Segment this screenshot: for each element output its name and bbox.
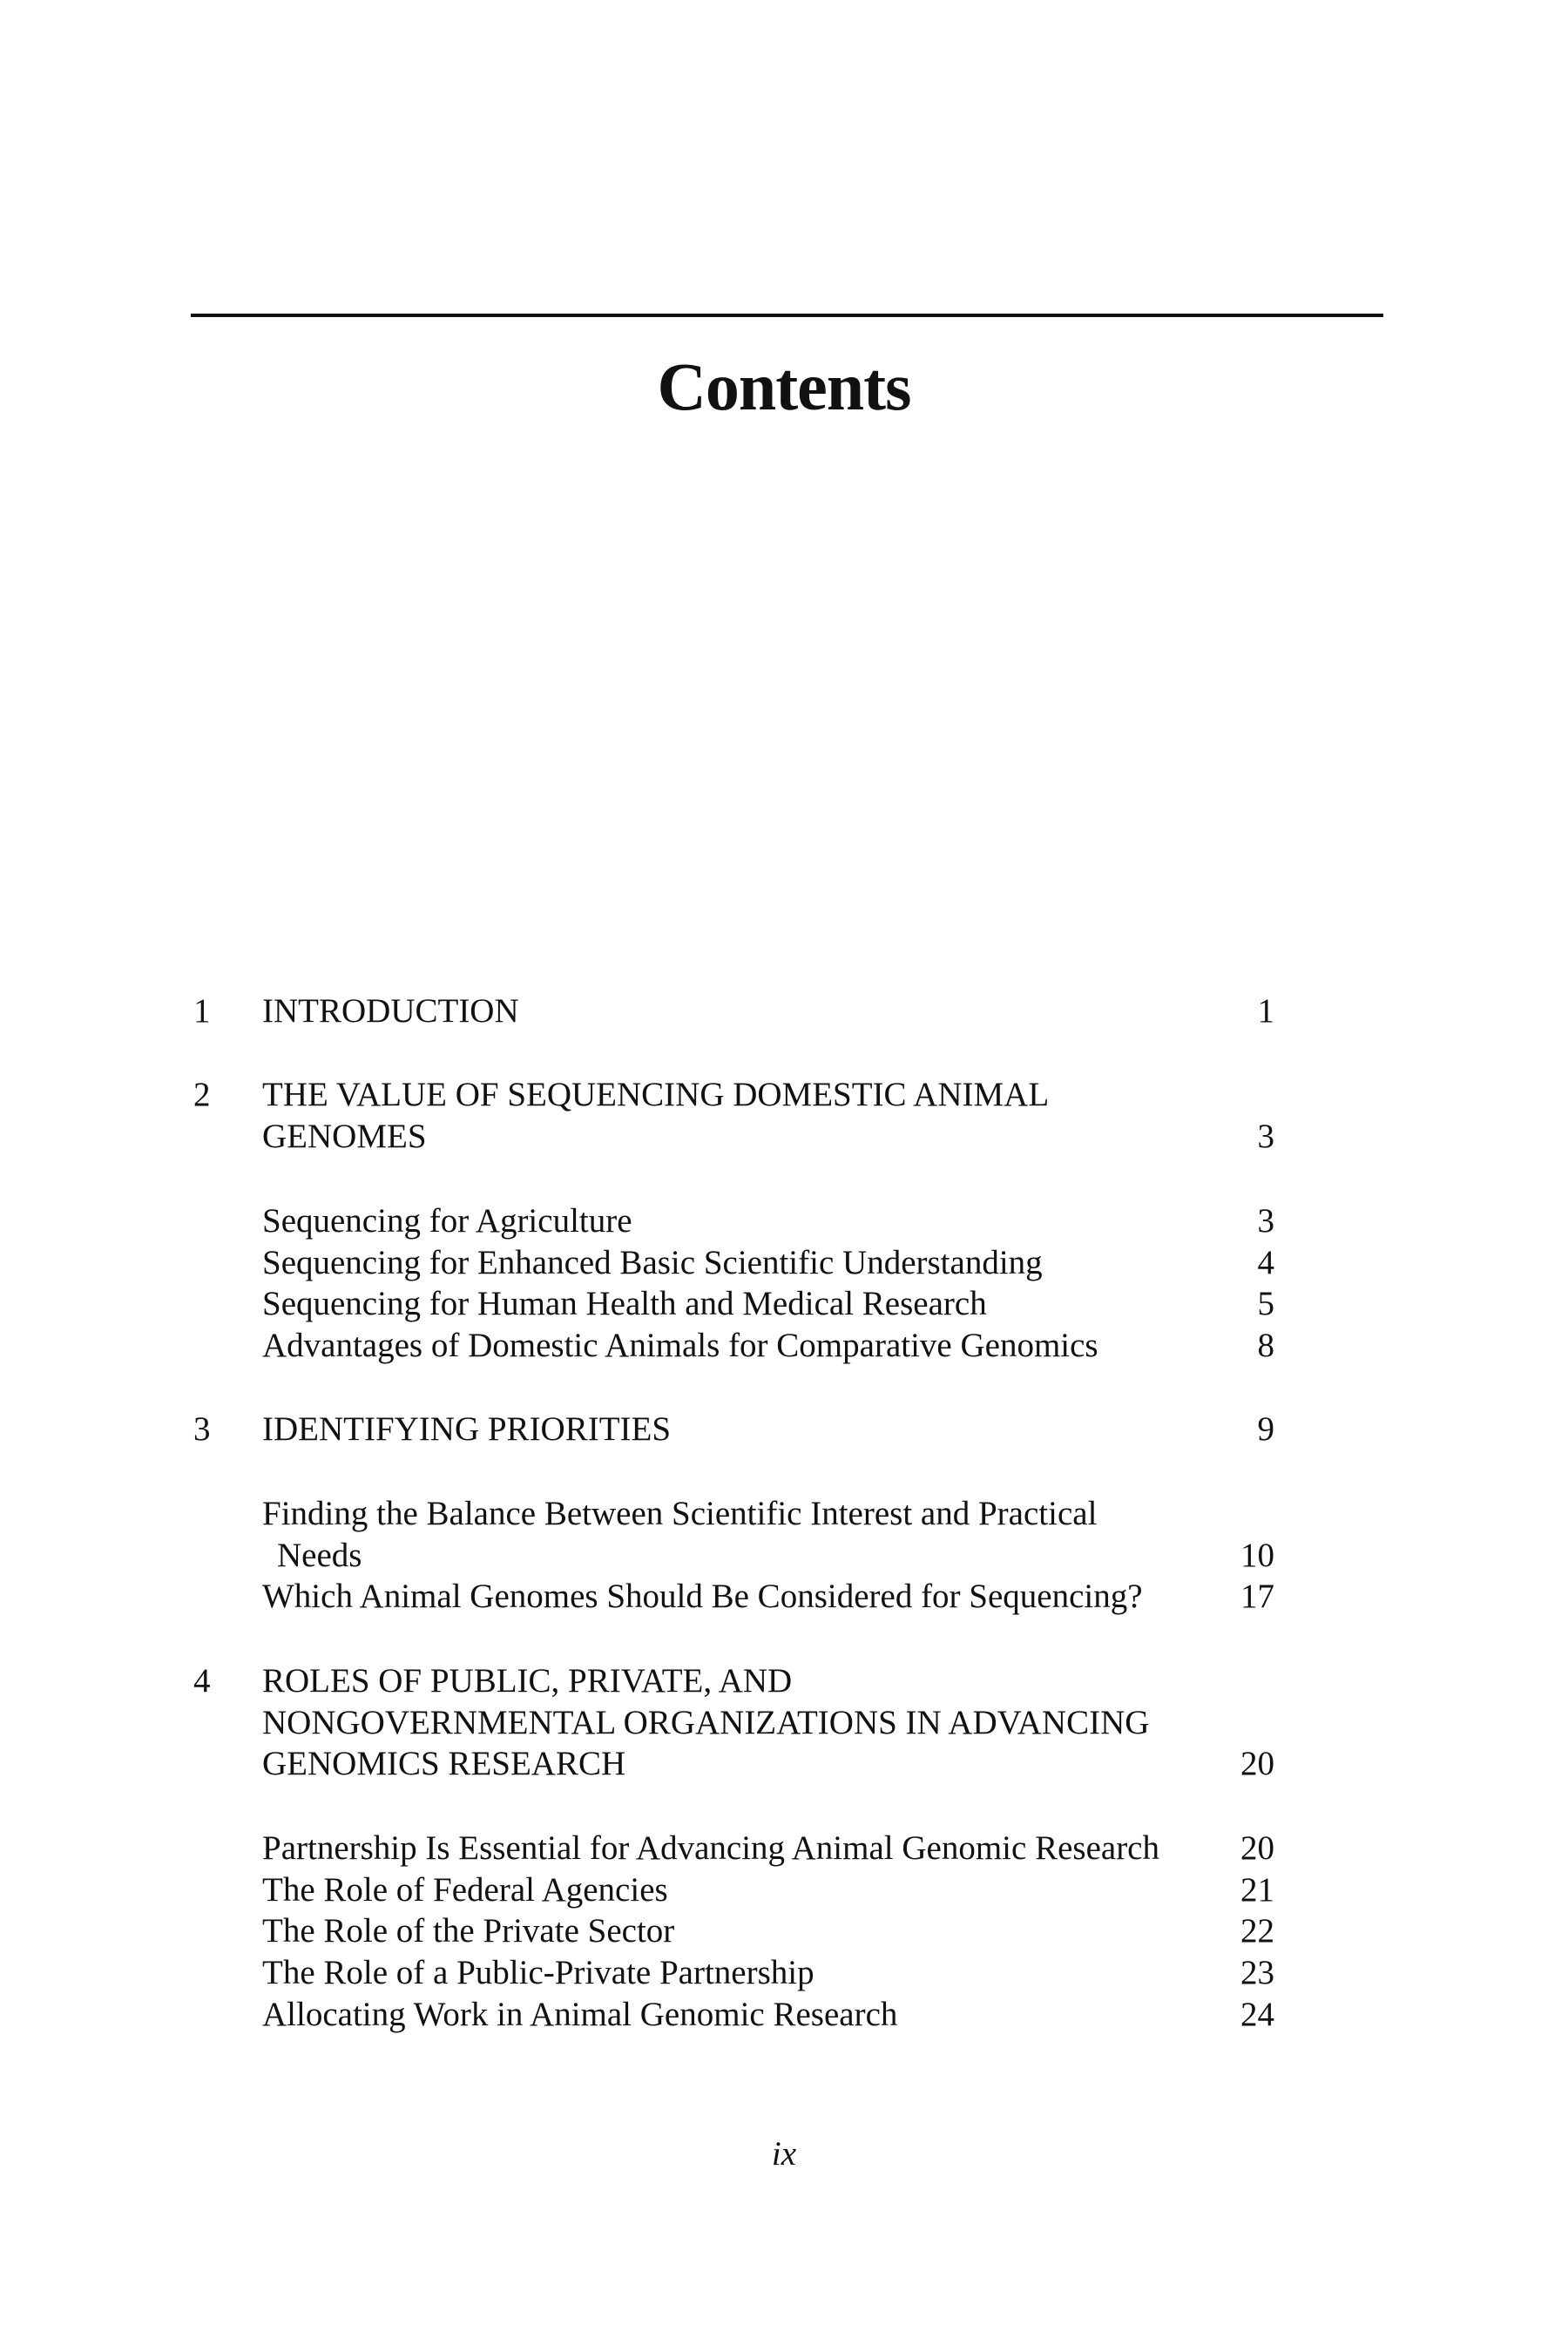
section-title: Sequencing for Agriculture — [262, 1202, 632, 1240]
page-number: 21 — [1240, 1871, 1274, 1909]
toc-section-cont[interactable] — [0, 1534, 1568, 1578]
toc-chapter-1[interactable] — [0, 990, 1568, 1033]
page-number: 8 — [1257, 1327, 1274, 1364]
toc-section[interactable] — [0, 1909, 1568, 1953]
toc-section[interactable] — [0, 1951, 1568, 1995]
section-title: Sequencing for Human Health and Medical Research — [262, 1285, 987, 1322]
page-number: 10 — [1240, 1537, 1274, 1574]
section-title: Advantages of Domestic Animals for Comparative Genomics — [262, 1327, 1098, 1364]
chapter-title: IDENTIFYING PRIORITIES — [262, 1410, 672, 1448]
toc-section[interactable] — [0, 1282, 1568, 1326]
page-number: 4 — [1257, 1244, 1274, 1281]
section-title: Partnership Is Essential for Advancing Animal Genomic Research — [262, 1829, 1159, 1867]
toc-section[interactable] — [0, 1324, 1568, 1368]
page-number: 23 — [1240, 1954, 1274, 1991]
page-number: 3 — [1257, 1118, 1274, 1155]
toc-section[interactable] — [0, 1492, 1568, 1536]
page-number: 9 — [1257, 1410, 1274, 1448]
page-number: 3 — [1257, 1202, 1274, 1240]
toc-section[interactable] — [0, 1200, 1568, 1243]
toc-section[interactable] — [0, 1827, 1568, 1870]
chapter-title: ROLES OF PUBLIC, PRIVATE, AND — [262, 1662, 793, 1700]
page-number: 24 — [1240, 1996, 1274, 2033]
section-title: The Role of a Public-Private Partnership — [262, 1954, 814, 1991]
chapter-title: THE VALUE OF SEQUENCING DOMESTIC ANIMAL — [262, 1076, 1050, 1113]
section-title: Which Animal Genomes Should Be Considered for Sequencing? — [262, 1578, 1143, 1615]
toc-chapter-2[interactable] — [0, 1073, 1568, 1117]
chapter-number: 4 — [193, 1662, 211, 1700]
section-title: The Role of the Private Sector — [262, 1912, 675, 1950]
toc-chapter-4[interactable] — [0, 1659, 1568, 1703]
page-number: 17 — [1240, 1578, 1274, 1615]
page-number: 1 — [1257, 992, 1274, 1030]
section-title: Allocating Work in Animal Genomic Research — [262, 1996, 898, 2033]
page-folio: ix — [771, 2135, 797, 2173]
chapter-title-cont: GENOMES — [262, 1118, 427, 1155]
section-title: The Role of Federal Agencies — [262, 1871, 668, 1909]
toc-section[interactable] — [0, 1993, 1568, 2037]
chapter-number: 1 — [193, 992, 211, 1030]
page-number: 20 — [1240, 1829, 1274, 1867]
page-number: 5 — [1257, 1285, 1274, 1322]
toc-chapter-4-cont[interactable] — [0, 1742, 1568, 1786]
toc-section[interactable] — [0, 1241, 1568, 1285]
section-title-cont: Needs — [277, 1537, 362, 1574]
page-number: 22 — [1240, 1912, 1274, 1950]
section-title: Finding the Balance Between Scientific Interest and Practical — [262, 1495, 1098, 1532]
chapter-number: 3 — [193, 1410, 211, 1448]
toc-section[interactable] — [0, 1869, 1568, 1912]
toc-chapter-4-cont[interactable] — [0, 1701, 1568, 1745]
chapter-title: INTRODUCTION — [262, 992, 519, 1030]
toc-section[interactable] — [0, 1575, 1568, 1619]
chapter-title-cont: GENOMICS RESEARCH — [262, 1745, 626, 1782]
chapter-title-cont: NONGOVERNMENTAL ORGANIZATIONS IN ADVANCING — [262, 1704, 1150, 1741]
section-title: Sequencing for Enhanced Basic Scientific Understanding — [262, 1244, 1043, 1281]
toc-chapter-2-cont[interactable] — [0, 1115, 1568, 1159]
chapter-number: 2 — [193, 1076, 211, 1113]
page-number: 20 — [1240, 1745, 1274, 1782]
toc-chapter-3[interactable] — [0, 1408, 1568, 1451]
page-title: Contents — [657, 348, 911, 424]
